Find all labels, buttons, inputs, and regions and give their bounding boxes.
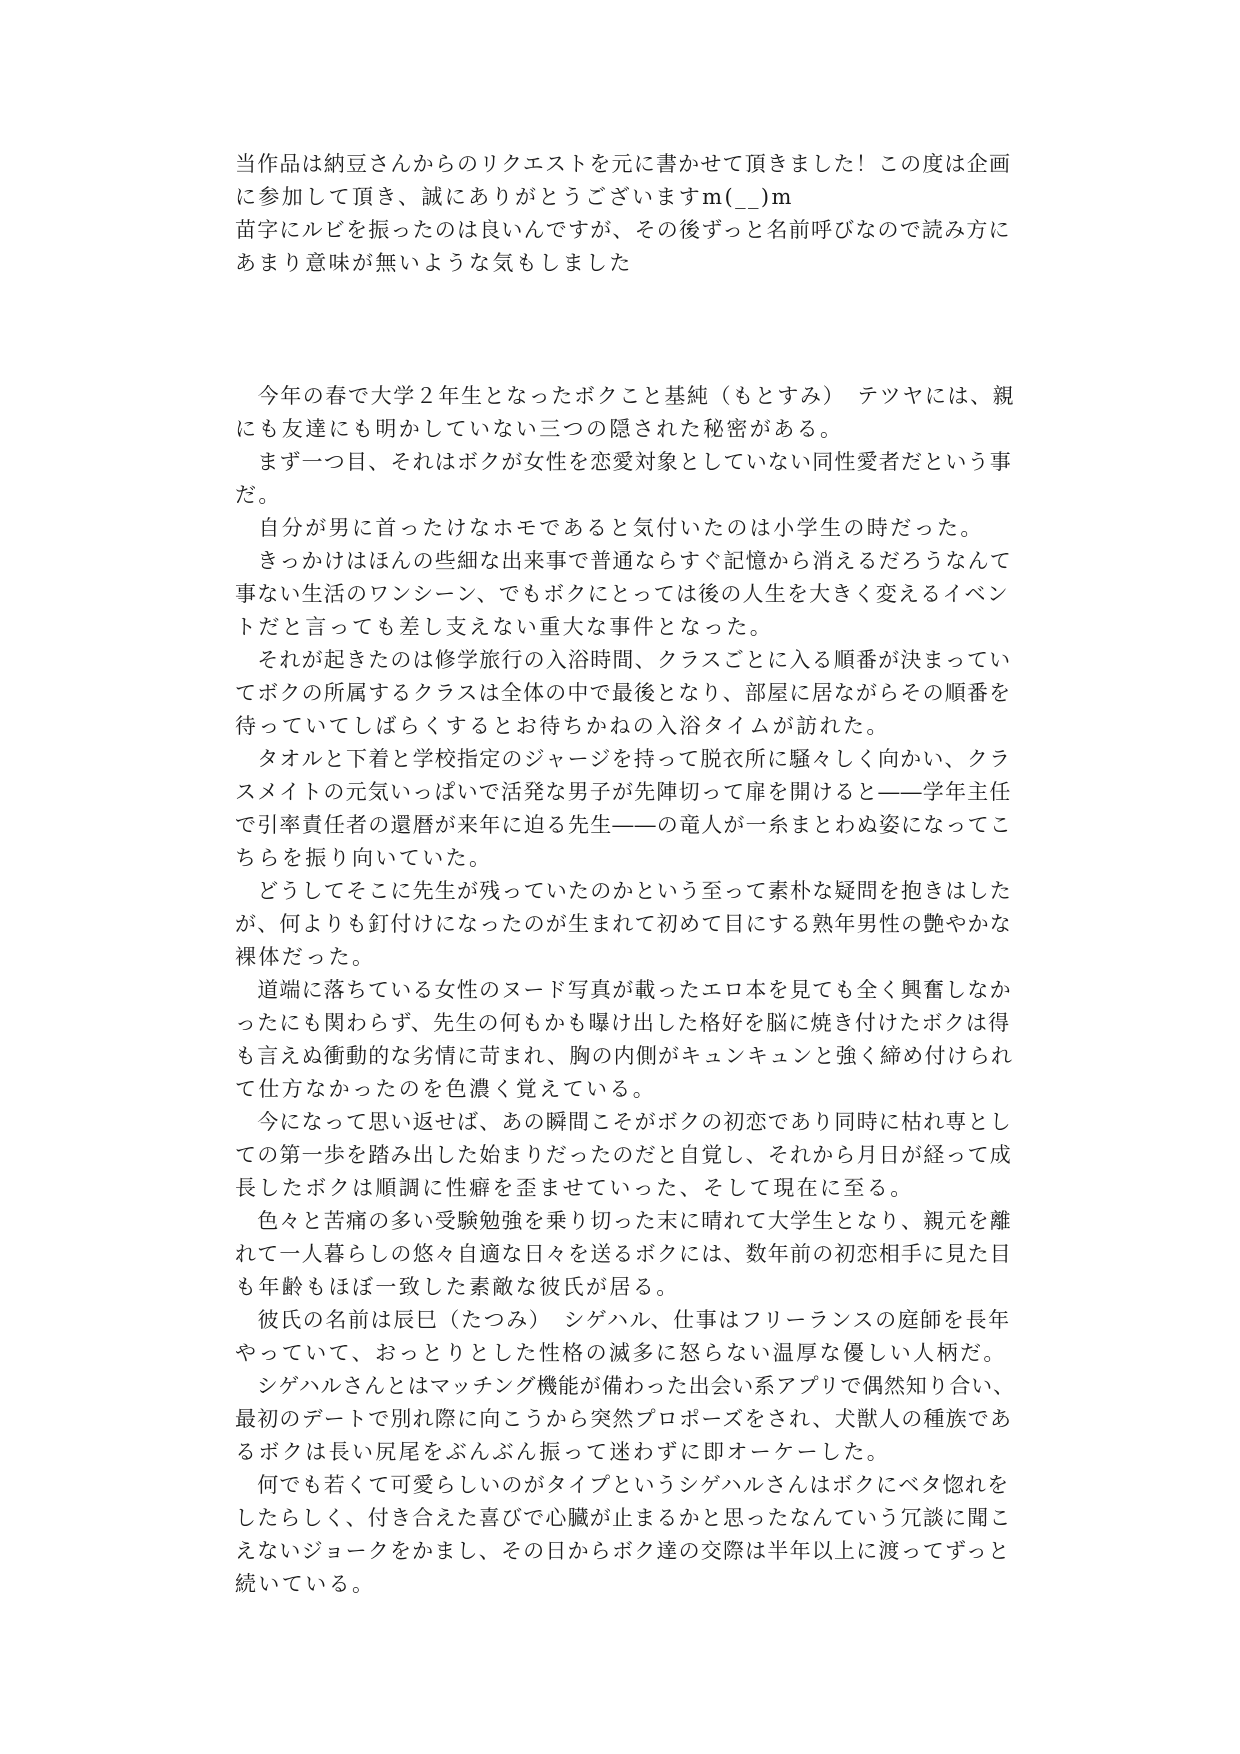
story-line: シゲハルさんとはマッチング機能が備わった出会い系アプリで偶然知り合い、 bbox=[235, 1374, 1015, 1398]
story-line: どうしてそこに先生が残っていたのかという至って素朴な疑問を抱きはした bbox=[235, 879, 1012, 903]
story-line: 今になって思い返せば、あの瞬間こそがボクの初恋であり同時に枯れ専とし bbox=[235, 1110, 1012, 1134]
story-line: れて一人暮らしの悠々自適な日々を送るボクには、数年前の初恋相手に見た目 bbox=[235, 1242, 1012, 1266]
story-line: 事ない生活のワンシーン、でもボクにとっては後の人生を大きく変えるイベン bbox=[235, 582, 1009, 606]
author-note-line: あまり意味が無いような気もしました bbox=[235, 251, 633, 275]
author-note-line: 当作品は納豆さんからのリクエストを元に書かせて頂きました！この度は企画 bbox=[235, 152, 1012, 176]
story-line: それが起きたのは修学旅行の入浴時間、クラスごとに入る順番が決まってい bbox=[235, 648, 1012, 672]
story-line: したらしく、付き合えた喜びで心臓が止まるかと思ったなんていう冗談に聞こ bbox=[235, 1506, 1012, 1530]
story-line: きっかけはほんの些細な出来事で普通ならすぐ記憶から消えるだろうなんて bbox=[235, 549, 1012, 573]
story-line: ちらを振り向いていた。 bbox=[235, 846, 493, 870]
story-line: 今年の春で大学２年生となったボクこと基純（もとすみ） テツヤには、親 bbox=[235, 384, 1016, 408]
story-line: 最初のデートで別れ際に向こうから突然プロポーズをされ、犬獣人の種族であ bbox=[235, 1407, 1013, 1431]
story-line: 彼氏の名前は辰巳（たつみ） シゲハル、仕事はフリーランスの庭師を長年 bbox=[235, 1308, 1011, 1332]
story-line: トだと言っても差し支えない重大な事件となった。 bbox=[235, 615, 774, 639]
story-line: ての第一歩を踏み出した始まりだったのだと自覚し、それから月日が経って成 bbox=[235, 1143, 1012, 1167]
story-line: て仕方なかったのを色濃く覚えている。 bbox=[235, 1077, 657, 1101]
story-line: スメイトの元気いっぱいで活発な男子が先陣切って扉を開けると――学年主任 bbox=[235, 780, 1012, 804]
author-note-line: 苗字にルビを振ったのは良いんですが、その後ずっと名前呼びなので読み方に bbox=[235, 218, 1011, 242]
story-line: 続いている。 bbox=[235, 1572, 376, 1596]
story-line: てボクの所属するクラスは全体の中で最後となり、部屋に居ながらその順番を bbox=[235, 681, 1012, 705]
story-line: 裸体だった。 bbox=[235, 945, 376, 969]
story-line: えないジョークをかまし、その日からボク達の交際は半年以上に渡ってずっと bbox=[235, 1539, 1011, 1563]
story-line: 待っていてしばらくするとお待ちかねの入浴タイムが訪れた。 bbox=[235, 714, 890, 738]
story-line: 色々と苦痛の多い受験勉強を乗り切った末に晴れて大学生となり、親元を離 bbox=[235, 1209, 1012, 1233]
story-line: も年齢もほぼ一致した素敵な彼氏が居る。 bbox=[235, 1275, 680, 1299]
story-line: ったにも関わらず、先生の何もかも曝け出した格好を脳に焼き付けたボクは得 bbox=[235, 1011, 1011, 1035]
story-line: 長したボクは順調に性癖を歪ませていった、そして現在に至る。 bbox=[235, 1176, 914, 1200]
story-line: るボクは長い尻尾をぶんぶん振って迷わずに即オーケーした。 bbox=[235, 1440, 891, 1464]
story-line: 自分が男に首ったけなホモであると気付いたのは小学生の時だった。 bbox=[235, 516, 984, 540]
story-line: やっていて、おっとりとした性格の滅多に怒らない温厚な優しい人柄だ。 bbox=[235, 1341, 1007, 1365]
story-line: だ。 bbox=[235, 483, 282, 507]
story-line: も言えぬ衝動的な劣情に苛まれ、胸の内側がキュンキュンと強く締め付けられ bbox=[235, 1044, 1014, 1068]
story-line: が、何よりも釘付けになったのが生まれて初めて目にする熟年男性の艶やかな bbox=[235, 912, 1012, 936]
story-line: 道端に落ちている女性のヌード写真が載ったエロ本を見ても全く興奮しなか bbox=[235, 978, 1012, 1002]
author-note-line: に参加して頂き、誠にありがとうございますm(__)m bbox=[235, 185, 794, 209]
story-line: まず一つ目、それはボクが女性を恋愛対象としていない同性愛者だという事 bbox=[235, 450, 1012, 474]
story-line: で引率責任者の還暦が来年に迫る先生――の竜人が一糸まとわぬ姿になってこ bbox=[235, 813, 1012, 837]
story-line: タオルと下着と学校指定のジャージを持って脱衣所に騒々しく向かい、クラ bbox=[235, 747, 1012, 771]
story-line: にも友達にも明かしていない三つの隠された秘密がある。 bbox=[235, 417, 844, 441]
story-line: 何でも若くて可愛らしいのがタイプというシゲハルさんはボクにベタ惚れを bbox=[235, 1473, 1010, 1497]
